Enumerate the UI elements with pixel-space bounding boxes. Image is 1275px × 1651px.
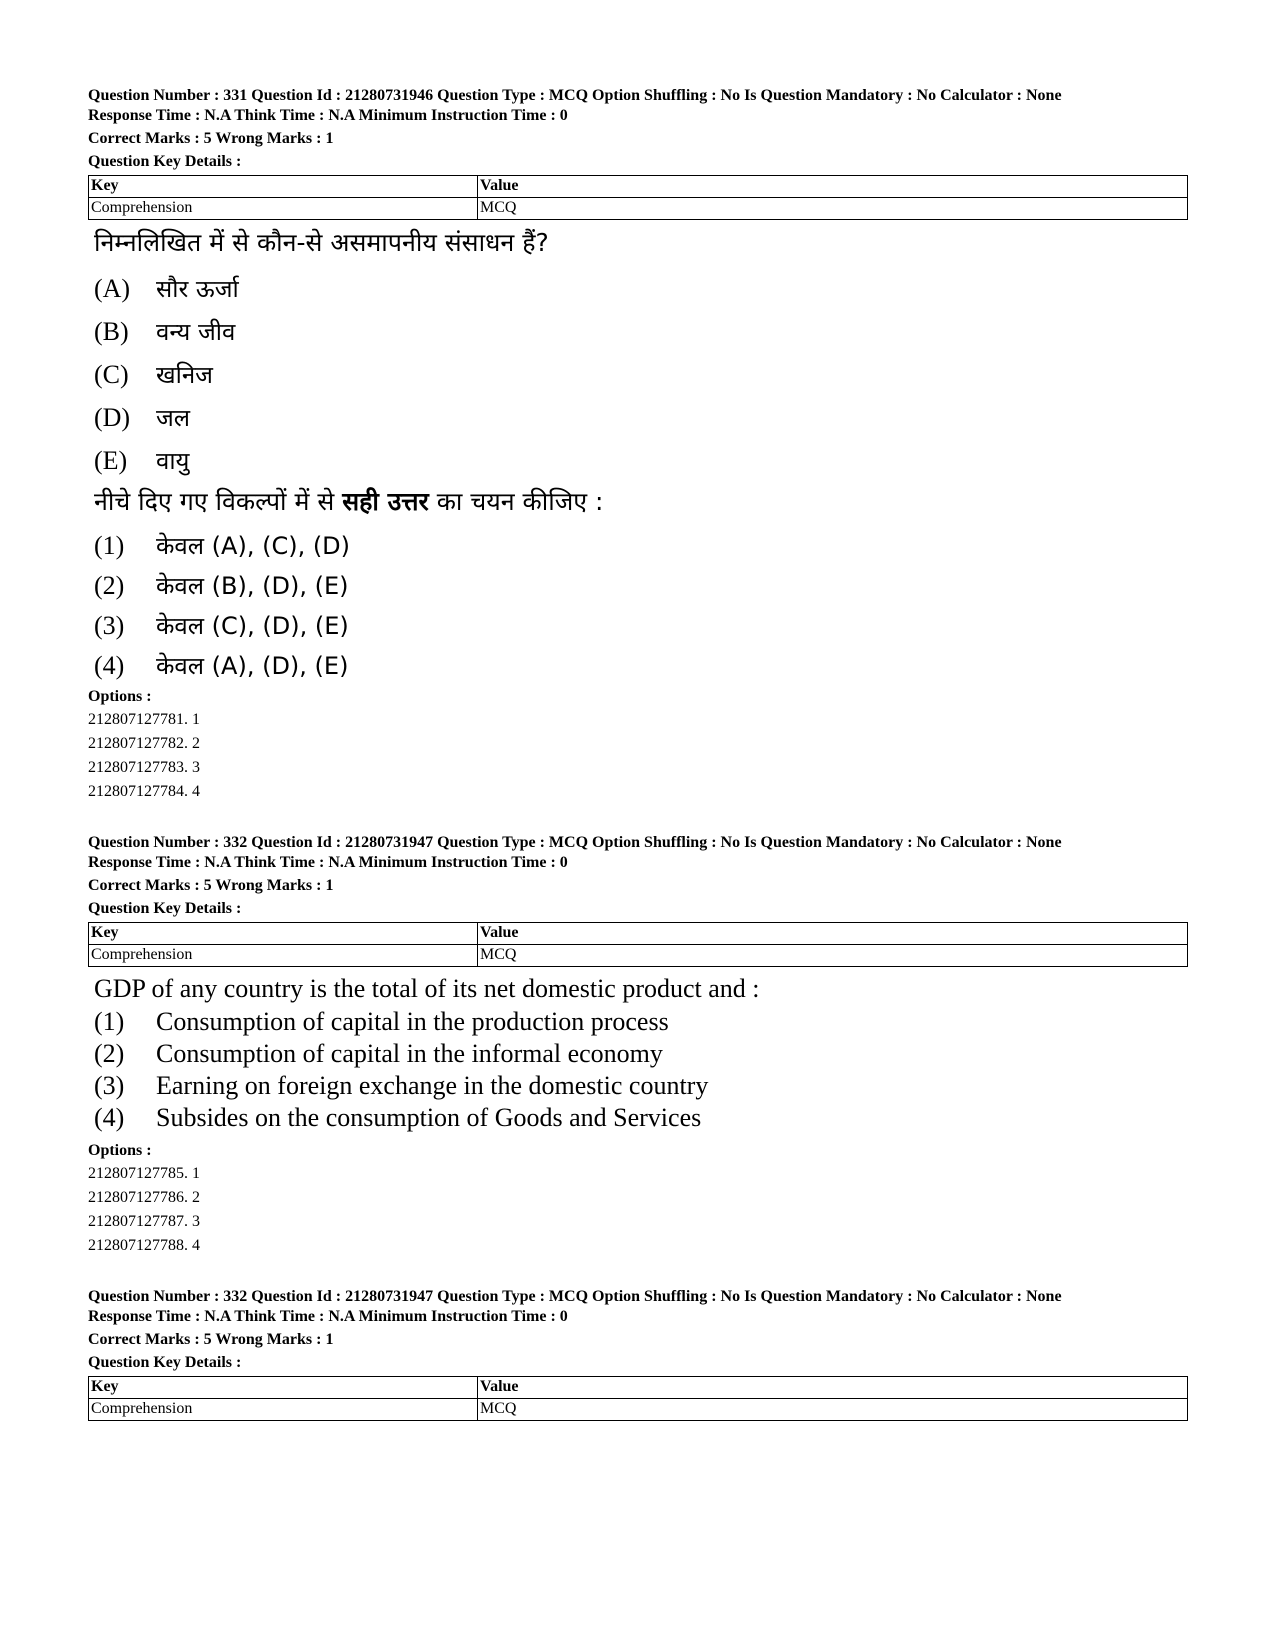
- question-332-header: [88, 833, 1188, 967]
- key-details-label: Question Key Details :: [88, 153, 242, 170]
- answer-instruction: [94, 487, 603, 529]
- choice-text: केवल (A), (C), (D): [156, 532, 351, 560]
- choice-label: (3): [94, 1071, 125, 1100]
- choice-label: (1): [94, 531, 125, 560]
- choice-text: केवल (A), (D), (E): [156, 652, 349, 680]
- question-331-body: [94, 228, 603, 689]
- table-header-row: [89, 923, 1188, 945]
- table-cell-value: MCQ: [478, 1399, 1188, 1421]
- question-331-header: [88, 86, 1188, 220]
- option-item: 212807127787. 3: [88, 1213, 200, 1230]
- table-header-key: Key: [89, 176, 478, 198]
- question-meta-line2: Response Time : N.A Think Time : N.A Minimum Instruction Time : 0: [88, 854, 568, 871]
- options-label: Options :: [88, 1142, 152, 1159]
- choice-text: Consumption of capital in the informal economy: [156, 1039, 663, 1068]
- answer-choice: [94, 569, 603, 609]
- table-cell-value: MCQ: [478, 198, 1188, 220]
- option-item: 212807127786. 2: [88, 1189, 200, 1206]
- statement-text: सौर ऊर्जा: [156, 275, 239, 303]
- answer-choice: [94, 1007, 760, 1039]
- option-item: 212807127784. 4: [88, 783, 200, 800]
- statement-item: [94, 272, 603, 315]
- question-text: GDP of any country is the total of its net domestic product and :: [94, 974, 760, 1003]
- statement-item: [94, 401, 603, 444]
- answer-choice: [94, 649, 603, 689]
- statement-text: वन्य जीव: [156, 318, 236, 346]
- key-details-table: [88, 922, 1188, 967]
- instruction-text-end: का चयन कीजिए :: [428, 487, 604, 516]
- table-row: [89, 198, 1188, 220]
- choice-text: Consumption of capital in the production process: [156, 1007, 669, 1036]
- statement-text: खनिज: [156, 361, 213, 389]
- table-cell-key: Comprehension: [89, 945, 478, 967]
- question-332-body: [94, 974, 760, 1135]
- question-331-options: [88, 686, 1188, 804]
- question-marks: Correct Marks : 5 Wrong Marks : 1: [88, 130, 334, 147]
- instruction-text: नीचे दिए गए विकल्पों में से: [94, 487, 343, 516]
- key-details-table: [88, 175, 1188, 220]
- question-meta-line1: Question Number : 332 Question Id : 21280731947 Question Type : MCQ Option Shuffling : No Is Question Mandatory : No Calculator : None: [88, 1288, 1062, 1305]
- table-header-row: [89, 1377, 1188, 1399]
- key-details-label: Question Key Details :: [88, 900, 242, 917]
- statement-text: वायु: [156, 447, 190, 475]
- choice-label: (2): [94, 571, 125, 600]
- statement-text: जल: [156, 404, 191, 432]
- choice-text: केवल (C), (D), (E): [156, 612, 349, 640]
- option-item: 212807127783. 3: [88, 759, 200, 776]
- question-meta-line1: Question Number : 331 Question Id : 21280731946 Question Type : MCQ Option Shuffling : No Is Question Mandatory : No Calculator : None: [88, 87, 1062, 104]
- answer-choice: [94, 609, 603, 649]
- choice-text: केवल (B), (D), (E): [156, 572, 349, 600]
- option-item: 212807127781. 1: [88, 711, 200, 728]
- statement-label: (B): [94, 317, 129, 346]
- key-details-label: Question Key Details :: [88, 1354, 242, 1371]
- choice-label: (4): [94, 1103, 125, 1132]
- question-332b-header: [88, 1287, 1188, 1421]
- table-header-value: Value: [478, 176, 1188, 198]
- statement-item: [94, 358, 603, 401]
- answer-choice: [94, 1039, 760, 1071]
- table-cell-key: Comprehension: [89, 1399, 478, 1421]
- table-header-value: Value: [478, 1377, 1188, 1399]
- question-meta-line2: Response Time : N.A Think Time : N.A Minimum Instruction Time : 0: [88, 1308, 568, 1325]
- table-header-key: Key: [89, 1377, 478, 1399]
- choice-text: Subsides on the consumption of Goods and Services: [156, 1103, 702, 1132]
- table-header-value: Value: [478, 923, 1188, 945]
- question-332-options: [88, 1140, 1188, 1258]
- choice-label: (1): [94, 1007, 125, 1036]
- question-text: निम्नलिखित में से कौन-से असमापनीय संसाधन हैं?: [94, 228, 549, 257]
- table-header-key: Key: [89, 923, 478, 945]
- instruction-emphasis: सही उत्तर: [342, 487, 429, 516]
- question-meta-line1: Question Number : 332 Question Id : 21280731947 Question Type : MCQ Option Shuffling : No Is Question Mandatory : No Calculator : None: [88, 834, 1062, 851]
- option-item: 212807127785. 1: [88, 1165, 200, 1182]
- statement-item: [94, 444, 603, 487]
- statement-item: [94, 315, 603, 358]
- answer-choice: [94, 1103, 760, 1135]
- choice-label: (2): [94, 1039, 125, 1068]
- option-item: 212807127782. 2: [88, 735, 200, 752]
- key-details-table: [88, 1376, 1188, 1421]
- choice-label: (4): [94, 651, 125, 680]
- table-header-row: [89, 176, 1188, 198]
- answer-choice: [94, 1071, 760, 1103]
- options-label: Options :: [88, 688, 152, 705]
- statement-label: (A): [94, 274, 131, 303]
- statement-label: (C): [94, 360, 129, 389]
- question-marks: Correct Marks : 5 Wrong Marks : 1: [88, 1331, 334, 1348]
- option-item: 212807127788. 4: [88, 1237, 200, 1254]
- statement-label: (E): [94, 446, 128, 475]
- question-meta-line2: Response Time : N.A Think Time : N.A Minimum Instruction Time : 0: [88, 107, 568, 124]
- table-cell-key: Comprehension: [89, 198, 478, 220]
- table-cell-value: MCQ: [478, 945, 1188, 967]
- answer-choice: [94, 529, 603, 569]
- choice-label: (3): [94, 611, 125, 640]
- question-marks: Correct Marks : 5 Wrong Marks : 1: [88, 877, 334, 894]
- table-row: [89, 1399, 1188, 1421]
- choice-text: Earning on foreign exchange in the domestic country: [156, 1071, 709, 1100]
- table-row: [89, 945, 1188, 967]
- statement-label: (D): [94, 403, 131, 432]
